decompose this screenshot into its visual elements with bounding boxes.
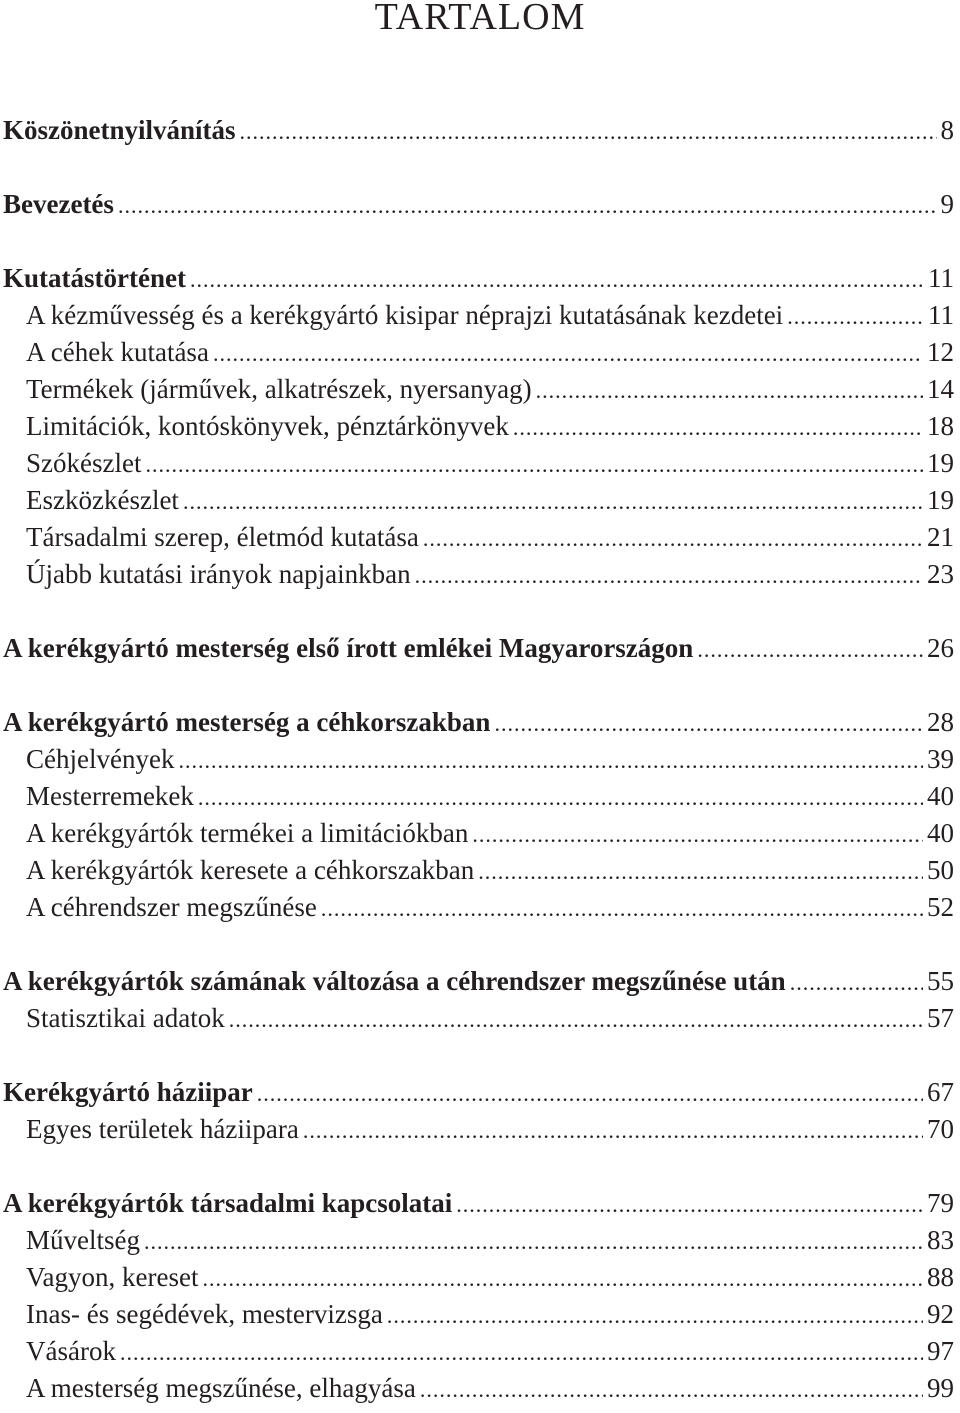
toc-page-number: 11 bbox=[928, 263, 954, 293]
toc-page-number: 21 bbox=[927, 522, 954, 552]
dot-leader bbox=[202, 1263, 923, 1295]
dot-leader bbox=[229, 1004, 923, 1036]
toc-entry-title: A céhrendszer megszűnése bbox=[26, 892, 317, 922]
toc-entry-title: Kerékgyártó háziipar bbox=[3, 1077, 253, 1107]
toc-page-number: 97 bbox=[927, 1336, 954, 1366]
toc-page-number: 23 bbox=[927, 559, 954, 589]
dot-leader bbox=[456, 1189, 923, 1221]
dot-leader bbox=[144, 1226, 923, 1258]
toc-subentry[interactable] bbox=[26, 558, 954, 590]
toc-page-number: 26 bbox=[927, 633, 954, 663]
toc-entry-title: Szókészlet bbox=[26, 448, 142, 478]
toc-entry-title: A kerékgyártók számának változása a céhrendszer megszűnése után bbox=[3, 966, 786, 996]
toc-subentry[interactable] bbox=[26, 1224, 954, 1256]
toc-entry[interactable] bbox=[3, 965, 954, 997]
toc-entry-title: Eszközkészlet bbox=[26, 485, 179, 515]
dot-leader bbox=[423, 523, 923, 555]
toc-page-number: 99 bbox=[927, 1373, 954, 1403]
toc-subentry[interactable] bbox=[26, 1372, 954, 1404]
dot-leader bbox=[513, 412, 923, 444]
toc-subentry[interactable] bbox=[26, 854, 954, 886]
dot-leader bbox=[178, 745, 923, 777]
toc-entry-title: Termékek (járművek, alkatrészek, nyersanyag) bbox=[26, 374, 532, 404]
toc-entry-title: Köszönetnyilvánítás bbox=[3, 115, 236, 145]
dot-leader bbox=[415, 560, 923, 592]
toc-page-number: 19 bbox=[927, 448, 954, 478]
toc-entry-title: Inas- és segédévek, mestervizsga bbox=[26, 1299, 383, 1329]
toc-page-number: 70 bbox=[927, 1114, 954, 1144]
toc-subentry[interactable] bbox=[26, 373, 954, 405]
toc-entry-title: A kerékgyártók keresete a céhkorszakban bbox=[26, 855, 475, 885]
toc-page-number: 9 bbox=[940, 189, 954, 219]
toc-entry[interactable] bbox=[3, 188, 954, 220]
dot-leader bbox=[213, 338, 923, 370]
toc-entry-title: A mesterség megszűnése, elhagyása bbox=[26, 1373, 416, 1403]
toc-entry[interactable] bbox=[3, 706, 954, 738]
toc-entry-title: Újabb kutatási irányok napjainkban bbox=[26, 559, 411, 589]
page-title: TARTALOM bbox=[374, 0, 586, 38]
toc-subentry[interactable] bbox=[26, 336, 954, 368]
toc-page-number: 14 bbox=[927, 374, 954, 404]
toc-entry-title: Műveltség bbox=[26, 1225, 140, 1255]
toc-entry-title: A kézművesség és a kerékgyártó kisipar néprajzi kutatásának kezdetei bbox=[26, 300, 784, 330]
toc-entry-title: Vagyon, kereset bbox=[26, 1262, 199, 1292]
toc-entry-title: Társadalmi szerep, életmód kutatása bbox=[26, 522, 419, 552]
toc-page-number: 19 bbox=[927, 485, 954, 515]
dot-leader bbox=[321, 893, 923, 925]
toc-page-number: 12 bbox=[927, 337, 954, 367]
toc-subentry[interactable] bbox=[26, 817, 954, 849]
toc-entry-title: Céhjelvények bbox=[26, 744, 175, 774]
toc-entry-title: A kerékgyártók termékei a limitációkban bbox=[26, 818, 469, 848]
toc-subentry[interactable] bbox=[26, 447, 954, 479]
toc-page-number: 40 bbox=[927, 818, 954, 848]
toc-entry-title: Kutatástörténet bbox=[3, 263, 186, 293]
dot-leader bbox=[190, 264, 924, 296]
toc-page-number: 88 bbox=[927, 1262, 954, 1292]
dot-leader bbox=[478, 856, 923, 888]
toc-entry[interactable] bbox=[3, 262, 954, 294]
toc-subentry[interactable] bbox=[26, 743, 954, 775]
dot-leader bbox=[118, 190, 937, 222]
toc-entry[interactable] bbox=[3, 632, 954, 664]
toc-subentry[interactable] bbox=[26, 1002, 954, 1034]
toc-subentry[interactable] bbox=[26, 410, 954, 442]
toc-page-number: 67 bbox=[927, 1077, 954, 1107]
dot-leader bbox=[240, 116, 937, 148]
dot-leader bbox=[145, 449, 923, 481]
dot-leader bbox=[697, 634, 923, 666]
toc-page-number: 55 bbox=[927, 966, 954, 996]
toc-page-number: 18 bbox=[927, 411, 954, 441]
dot-leader bbox=[420, 1374, 923, 1406]
toc-entry[interactable] bbox=[3, 114, 954, 146]
toc-subentry[interactable] bbox=[26, 1261, 954, 1293]
dot-leader bbox=[494, 708, 923, 740]
toc-subentry[interactable] bbox=[26, 299, 954, 331]
toc-entry-title: Vásárok bbox=[26, 1336, 116, 1366]
toc-subentry[interactable] bbox=[26, 1335, 954, 1367]
toc-entry[interactable] bbox=[3, 1076, 954, 1108]
toc-entry-title: A céhek kutatása bbox=[26, 337, 209, 367]
toc-subentry[interactable] bbox=[26, 891, 954, 923]
dot-leader bbox=[183, 486, 923, 518]
dot-leader bbox=[198, 782, 923, 814]
toc-page-number: 52 bbox=[927, 892, 954, 922]
dot-leader bbox=[472, 819, 923, 851]
dot-leader bbox=[303, 1115, 923, 1147]
toc-page-number: 50 bbox=[927, 855, 954, 885]
toc-page-number: 28 bbox=[927, 707, 954, 737]
toc-page-number: 8 bbox=[940, 115, 954, 145]
toc-subentry[interactable] bbox=[26, 780, 954, 812]
toc-entry-title: Egyes területek háziipara bbox=[26, 1114, 299, 1144]
toc-entry-title: Bevezetés bbox=[3, 189, 114, 219]
toc-entry-title: A kerékgyártók társadalmi kapcsolatai bbox=[3, 1188, 453, 1218]
toc-entry-title: A kerékgyártó mesterség első írott emlékei Magyarországon bbox=[3, 633, 694, 663]
toc-subentry[interactable] bbox=[26, 1113, 954, 1145]
dot-leader bbox=[257, 1078, 923, 1110]
dot-leader bbox=[790, 967, 923, 999]
toc-subentry[interactable] bbox=[26, 1298, 954, 1330]
dot-leader bbox=[387, 1300, 923, 1332]
toc-page-number: 79 bbox=[927, 1188, 954, 1218]
toc-entry-title: Mesterremekek bbox=[26, 781, 194, 811]
toc-entry-title: A kerékgyártó mesterség a céhkorszakban bbox=[3, 707, 491, 737]
toc-entry-title: Statisztikai adatok bbox=[26, 1003, 225, 1033]
dot-leader bbox=[120, 1337, 923, 1369]
toc-subentry[interactable] bbox=[26, 484, 954, 516]
toc-page-number: 40 bbox=[927, 781, 954, 811]
toc-page-number: 83 bbox=[927, 1225, 954, 1255]
dot-leader bbox=[536, 375, 923, 407]
toc-page-number: 39 bbox=[927, 744, 954, 774]
toc-subentry[interactable] bbox=[26, 521, 954, 553]
toc-page-number: 57 bbox=[927, 1003, 954, 1033]
toc-entry[interactable] bbox=[3, 1187, 954, 1219]
toc-page-number: 92 bbox=[927, 1299, 954, 1329]
toc-entry-title: Limitációk, kontóskönyvek, pénztárkönyvek bbox=[26, 411, 509, 441]
toc-page-number: 11 bbox=[928, 300, 954, 330]
dot-leader bbox=[787, 301, 924, 333]
